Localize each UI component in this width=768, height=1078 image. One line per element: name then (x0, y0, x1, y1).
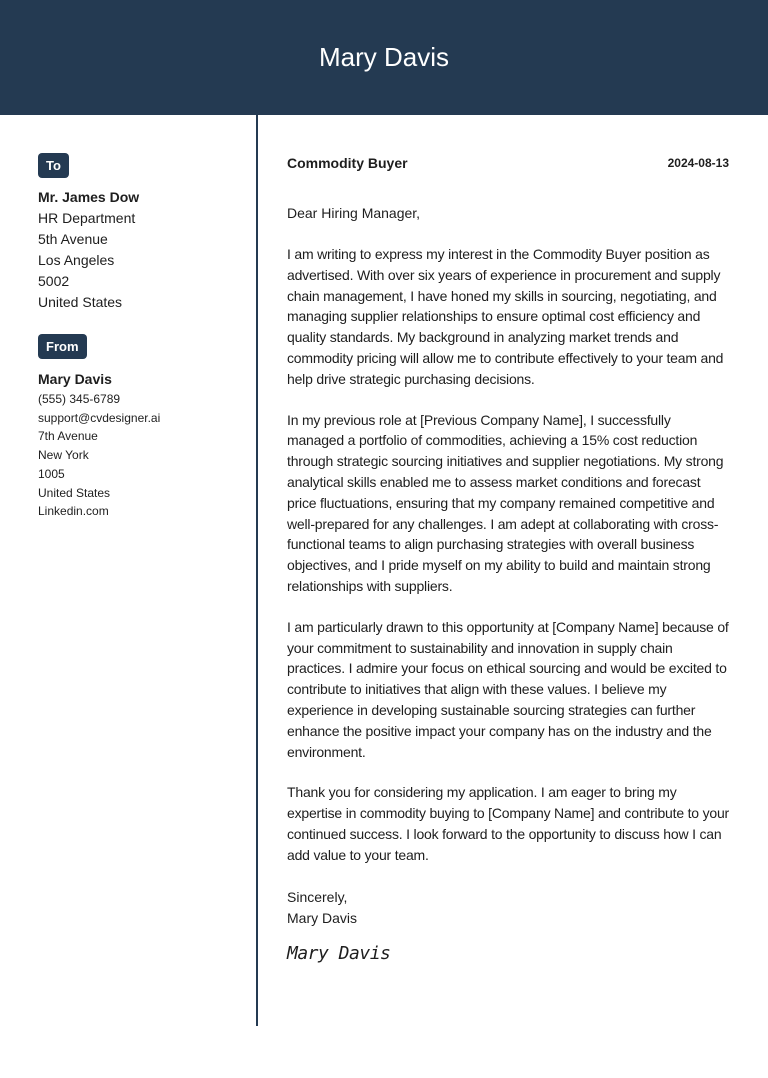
sender-name: Mary Davis (38, 371, 112, 387)
recipient-name: Mr. James Dow (38, 189, 140, 205)
recipient-department: HR Department (38, 210, 136, 226)
page-header (0, 0, 768, 115)
letter-body (287, 153, 729, 966)
closing (287, 887, 729, 929)
closing-name: Mary Davis (287, 909, 358, 926)
from-badge: From (38, 334, 87, 359)
sender-country: United States (38, 485, 111, 500)
salutation: Dear Hiring Manager, (287, 205, 421, 221)
sidebar (38, 153, 238, 521)
sender-email: support@cvdesigner.ai (38, 410, 161, 425)
sender-city: New York (38, 448, 89, 463)
sender-block (38, 369, 238, 521)
recipient-postcode: 5002 (38, 273, 70, 289)
signature: Mary Davis (287, 942, 391, 964)
recipient-city: Los Angeles (38, 252, 115, 268)
paragraph-motivation: I am particularly drawn to this opportunity at [Company Name] because of your commitment to sustainability and innovation in supply chain practices. I admire your focus on ethical sourcing and would be excited to contribute to initiatives that align with these values. I believe my experience in developing sustainable sourcing strategies can further enhance the positive impact your company has on the industry and the environment. (287, 618, 729, 760)
to-badge: To (38, 153, 69, 178)
letter-title-row (287, 153, 729, 173)
sender-phone: (555) 345-6789 (38, 392, 121, 406)
sender-postcode: 1005 (38, 466, 65, 481)
paragraph-intro: I am writing to express my interest in the Commodity Buyer position as advertised. With over six years of experience in procurement and supply chain management, I have honed my skills in sourcing, negotiating, and managing supplier relationships to ensure optimal cost efficiency and quality standards. My background in analyzing market trends and commodity pricing will allow me to contribute effectively to your team and help drive strategic purchasing decisions. (287, 246, 724, 387)
job-title: Commodity Buyer (287, 155, 408, 171)
letter-date: 2024-08-13 (667, 156, 729, 170)
recipient-country: United States (38, 294, 123, 310)
recipient-block (38, 187, 238, 313)
sender-linkedin: Linkedin.com (38, 504, 109, 519)
paragraph-thanks: Thank you for considering my application. I am eager to bring my expertise in commodity buying to [Company Name] and contribute to your continued success. I look forward to the opportunity to discuss how I can add value to your team. (287, 784, 730, 863)
sender-street: 7th Avenue (38, 429, 98, 444)
from-badge-wrap (38, 334, 238, 359)
to-badge-wrap (38, 153, 238, 178)
closing-phrase: Sincerely, (287, 888, 348, 905)
applicant-name: Mary Davis (318, 42, 449, 72)
paragraph-experience: In my previous role at [Previous Company Name], I successfully managed a portfolio of commodities, achieving a 15% cost reduction through strategic sourcing initiatives and supplier negotiations. My strong analytical skills enabled me to assess market conditions and forecast price fluctuations, ensuring that my company remained competitive and well-prepared for any challenges. I am adept at collaborating with cross-functional teams to align purchasing strategies with overall business objectives, and I pride myself on my ability to build and maintain strong relationships with suppliers. (287, 411, 724, 594)
recipient-street: 5th Avenue (38, 231, 108, 247)
column-divider (256, 115, 258, 1026)
